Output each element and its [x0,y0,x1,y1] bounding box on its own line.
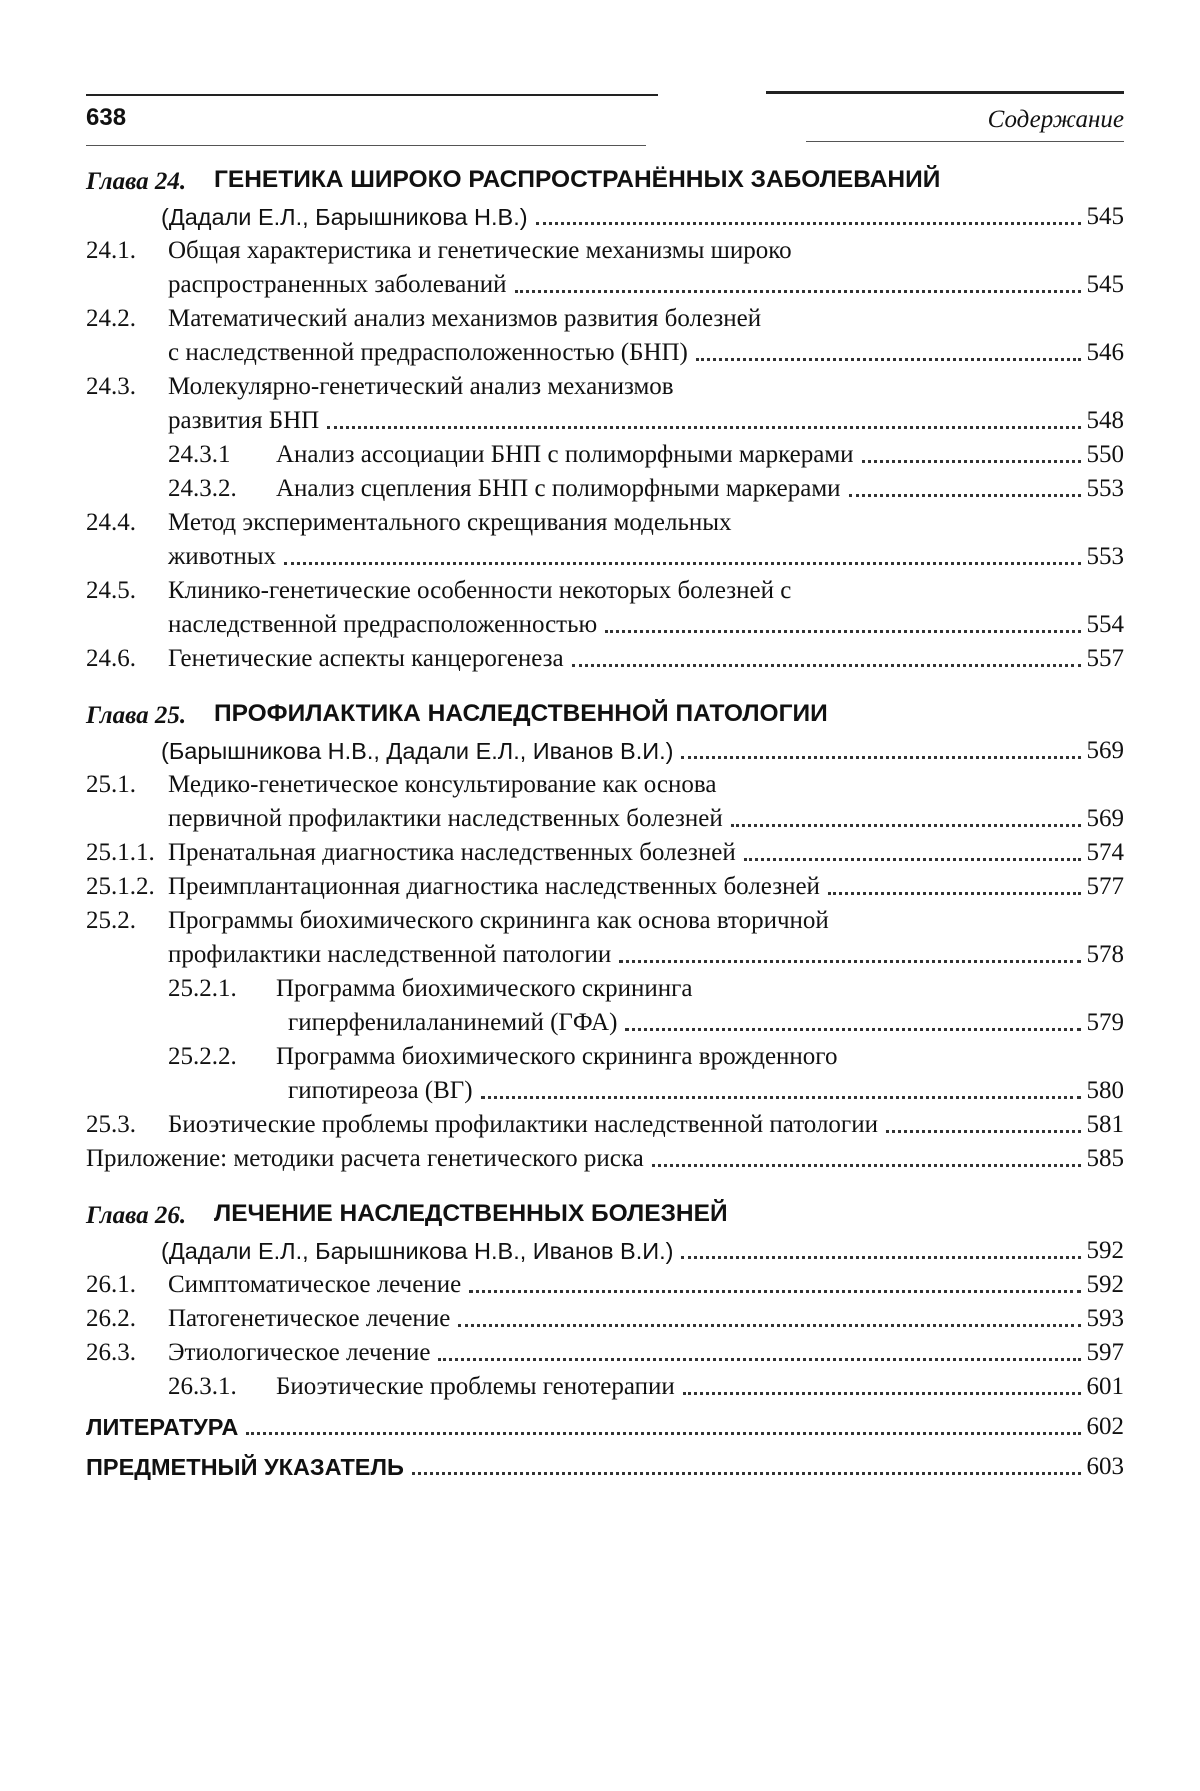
toc-page-number: 545 [1086,203,1124,230]
toc-entry[interactable] [86,904,1124,938]
toc-entry[interactable] [86,608,1124,642]
chapter-authors[interactable] [86,200,1124,234]
toc-entry-title: Генетические аспекты канцерогенеза [168,645,564,672]
toc-page-number: 550 [1086,441,1124,468]
dot-leader [572,664,1081,667]
section-number: 25.1.1. [86,839,155,866]
chapter-label: Глава 25. [86,702,187,729]
section-number: 25.2. [86,907,136,934]
toc-entry[interactable] [86,1074,1124,1108]
toc-entry-title: Приложение: методики расчета генетического риска [86,1145,644,1172]
toc-entry[interactable] [86,642,1124,676]
toc-leader-line [168,802,1124,836]
back-matter-entry[interactable] [86,1410,1124,1444]
toc-entry[interactable] [86,336,1124,370]
dot-leader [412,1472,1081,1475]
toc-leader-line [288,1006,1124,1040]
dot-leader [886,1130,1081,1133]
toc-page-number: 574 [1086,839,1124,866]
toc-entry[interactable] [86,972,1124,1006]
toc-leader-line [168,336,1124,370]
dot-leader [605,630,1080,633]
toc-leader-line [168,1302,1124,1336]
toc-leader-line [168,1108,1124,1142]
toc-entry-title: ПРЕДМЕТНЫЙ УКАЗАТЕЛЬ [86,1454,404,1480]
section-number: 25.2.1. [168,975,237,1002]
toc-page-number: 579 [1086,1009,1124,1036]
toc-entry-title: Симптоматическое лечение [168,1271,462,1298]
toc-page-number: 593 [1086,1305,1124,1332]
toc-page-number: 603 [1086,1453,1124,1480]
toc-entry-title: Метод экспериментального скрещивания модельных [168,509,732,536]
toc-entry-title: Медико-генетическое консультирование как основа [168,771,717,798]
toc-entry-title: Биоэтические проблемы профилактики наследственной патологии [168,1111,878,1138]
toc-page-number: 569 [1086,737,1124,764]
page-number: 638 [86,104,127,131]
toc-page-number: 592 [1086,1237,1124,1264]
chapter-authors[interactable] [86,1234,1124,1268]
toc-entry-title: (Дадали Е.Л., Барышникова Н.В., Иванов В.И.) [161,1238,674,1264]
dot-leader [681,1256,1080,1259]
toc-entry-title: животных [168,543,277,570]
toc-entry-title: Этиологическое лечение [168,1339,431,1366]
toc-entry[interactable] [86,438,1124,472]
dot-leader [246,1432,1080,1435]
toc-entry-title: гипотиреоза (ВГ) [288,1077,473,1104]
toc-leader-line [86,1410,1124,1444]
toc-leader-line [168,540,1124,574]
section-number: 26.2. [86,1305,136,1332]
toc-entry-title: Математический анализ механизмов развития болезней [168,305,762,332]
toc-entry-title: Биоэтические проблемы генотерапии [276,1373,675,1400]
toc-entry-title: (Барышникова Н.В., Дадали Е.Л., Иванов В.И.) [161,738,674,764]
section-number: 26.3.1. [168,1373,237,1400]
section-number: 26.1. [86,1271,136,1298]
section-number: 24.3. [86,373,136,400]
dot-leader [536,222,1081,225]
chapter-heading[interactable] [86,698,1124,734]
dot-leader [625,1028,1080,1031]
toc-entry[interactable] [86,1108,1124,1142]
dot-leader [681,756,1080,759]
dot-leader [828,892,1081,895]
toc-leader-line [168,938,1124,972]
toc-entry-title: первичной профилактики наследственных болезней [168,805,723,832]
toc-entry[interactable] [86,370,1124,404]
back-matter-entry[interactable] [86,1450,1124,1484]
dot-leader [619,960,1080,963]
toc-entry-title: Пренатальная диагностика наследственных болезней [168,839,736,866]
chapter-authors[interactable] [86,734,1124,768]
toc-entry[interactable] [86,574,1124,608]
toc-leader-line [168,1336,1124,1370]
section-number: 26.3. [86,1339,136,1366]
toc-entry-title: Программа биохимического скрининга [276,975,693,1002]
chapter-heading[interactable] [86,164,1124,200]
toc-leader-line [168,870,1124,904]
toc-leader-line [276,438,1124,472]
toc-entry-title: Молекулярно-генетический анализ механизмов [168,373,674,400]
section-number: 24.3.1 [168,441,231,468]
toc-entry[interactable] [86,1302,1124,1336]
toc-leader-line [168,1268,1124,1302]
toc-entry-title: Анализ сцепления БНП с полиморфными маркерами [276,475,841,502]
section-number: 24.2. [86,305,136,332]
toc-page-number: 548 [1086,407,1124,434]
chapter-title: ЛЕЧЕНИЕ НАСЛЕДСТВЕННЫХ БОЛЕЗНЕЙ [214,1200,728,1227]
toc-leader-line [168,404,1124,438]
toc-entry[interactable] [86,870,1124,904]
chapter-title: ГЕНЕТИКА ШИРОКО РАСПРОСТРАНЁННЫХ ЗАБОЛЕВАНИЙ [214,166,941,193]
toc-entry-title: развития БНП [168,407,320,434]
dot-leader [284,562,1080,565]
section-number: 24.4. [86,509,136,536]
toc-entry[interactable] [86,1040,1124,1074]
dot-leader [438,1358,1080,1361]
dot-leader [696,358,1081,361]
toc-entry-title: (Дадали Е.Л., Барышникова Н.В.) [161,204,528,230]
toc-page-number: 581 [1086,1111,1124,1138]
toc-page-number: 580 [1086,1077,1124,1104]
chapter-title: ПРОФИЛАКТИКА НАСЛЕДСТВЕННОЙ ПАТОЛОГИИ [214,700,828,727]
dot-leader [458,1324,1080,1327]
section-number: 24.6. [86,645,136,672]
toc-entry-title: ЛИТЕРАТУРА [86,1414,239,1440]
header-rule [766,91,1124,94]
section-number: 24.5. [86,577,136,604]
section-number: 25.1.2. [86,873,155,900]
toc-page-number: 577 [1086,873,1124,900]
toc-entry-title: Преимплантационная диагностика наследственных болезней [168,873,820,900]
toc-entry[interactable] [86,268,1124,302]
toc-leader-line [168,608,1124,642]
toc-entry[interactable] [86,540,1124,574]
toc-entry[interactable] [86,802,1124,836]
toc-leader-line [288,1074,1124,1108]
dot-leader [744,858,1081,861]
toc-page-number: 557 [1086,645,1124,672]
toc-page-number: 545 [1086,271,1124,298]
toc-page-number: 578 [1086,941,1124,968]
toc-leader-line [276,1370,1124,1404]
toc-entry-title: профилактики наследственной патологии [168,941,612,968]
toc-entry[interactable] [86,1268,1124,1302]
toc-leader-line [161,200,1124,234]
toc-page-number: 602 [1086,1413,1124,1440]
toc-page-number: 601 [1086,1373,1124,1400]
toc-entry-title: с наследственной предрасположенностью (БНП) [168,339,688,366]
toc-page-number: 597 [1086,1339,1124,1366]
toc-page-number: 569 [1086,805,1124,832]
dot-leader [515,290,1081,293]
toc-entry[interactable] [86,404,1124,438]
toc-entry-title: Анализ ассоциации БНП с полиморфными маркерами [276,441,854,468]
toc-entry[interactable] [86,836,1124,870]
dot-leader [481,1096,1081,1099]
toc-entry[interactable] [86,234,1124,268]
running-title: Содержание [987,106,1124,133]
header-rule [806,141,1124,142]
toc-leader-line [168,836,1124,870]
appendix-entry[interactable] [86,1142,1124,1176]
section-number: 24.1. [86,237,136,264]
dot-leader [469,1290,1080,1293]
toc-leader-line [161,1234,1124,1268]
toc-entry-title: наследственной предрасположенностью [168,611,598,638]
toc-leader-line [276,472,1124,506]
toc-page-number: 592 [1086,1271,1124,1298]
dot-leader [652,1164,1081,1167]
dot-leader [683,1392,1081,1395]
dot-leader [862,460,1081,463]
header-rule [86,94,658,96]
toc-entry-title: распространенных заболеваний [168,271,507,298]
dot-leader [731,824,1081,827]
section-number: 25.3. [86,1111,136,1138]
toc-entry-title: Программы биохимического скрининга как основа вторичной [168,907,829,934]
toc-page-number: 585 [1086,1145,1124,1172]
section-number: 25.1. [86,771,136,798]
toc-entry[interactable] [86,768,1124,802]
toc-leader-line [168,642,1124,676]
toc-entry[interactable] [86,938,1124,972]
dot-leader [327,426,1080,429]
toc-leader-line [168,268,1124,302]
toc-entry[interactable] [86,302,1124,336]
toc-leader-line [86,1450,1124,1484]
toc-entry[interactable] [86,1336,1124,1370]
toc-entry-title: Программа биохимического скрининга врожденного [276,1043,838,1070]
chapter-label: Глава 26. [86,1202,187,1229]
toc-entry[interactable] [86,1006,1124,1040]
section-number: 25.2.2. [168,1043,237,1070]
toc-page-number: 553 [1086,543,1124,570]
toc-leader-line [86,1142,1124,1176]
toc-page-number: 553 [1086,475,1124,502]
toc-entry-title: гиперфенилаланинемий (ГФА) [288,1009,618,1036]
toc-leader-line [161,734,1124,768]
header-rule [86,145,646,146]
section-number: 24.3.2. [168,475,237,502]
toc-entry[interactable] [86,472,1124,506]
table-of-contents [86,164,1124,1484]
toc-entry-title: Клинико-генетические особенности некоторых болезней с [168,577,792,604]
toc-entry[interactable] [86,1370,1124,1404]
dot-leader [849,494,1081,497]
chapter-heading[interactable] [86,1198,1124,1234]
toc-page-number: 554 [1086,611,1124,638]
toc-entry-title: Общая характеристика и генетические механизмы широко [168,237,792,264]
chapter-label: Глава 24. [86,168,187,195]
toc-page-number: 546 [1086,339,1124,366]
toc-entry-title: Патогенетическое лечение [168,1305,451,1332]
toc-entry[interactable] [86,506,1124,540]
